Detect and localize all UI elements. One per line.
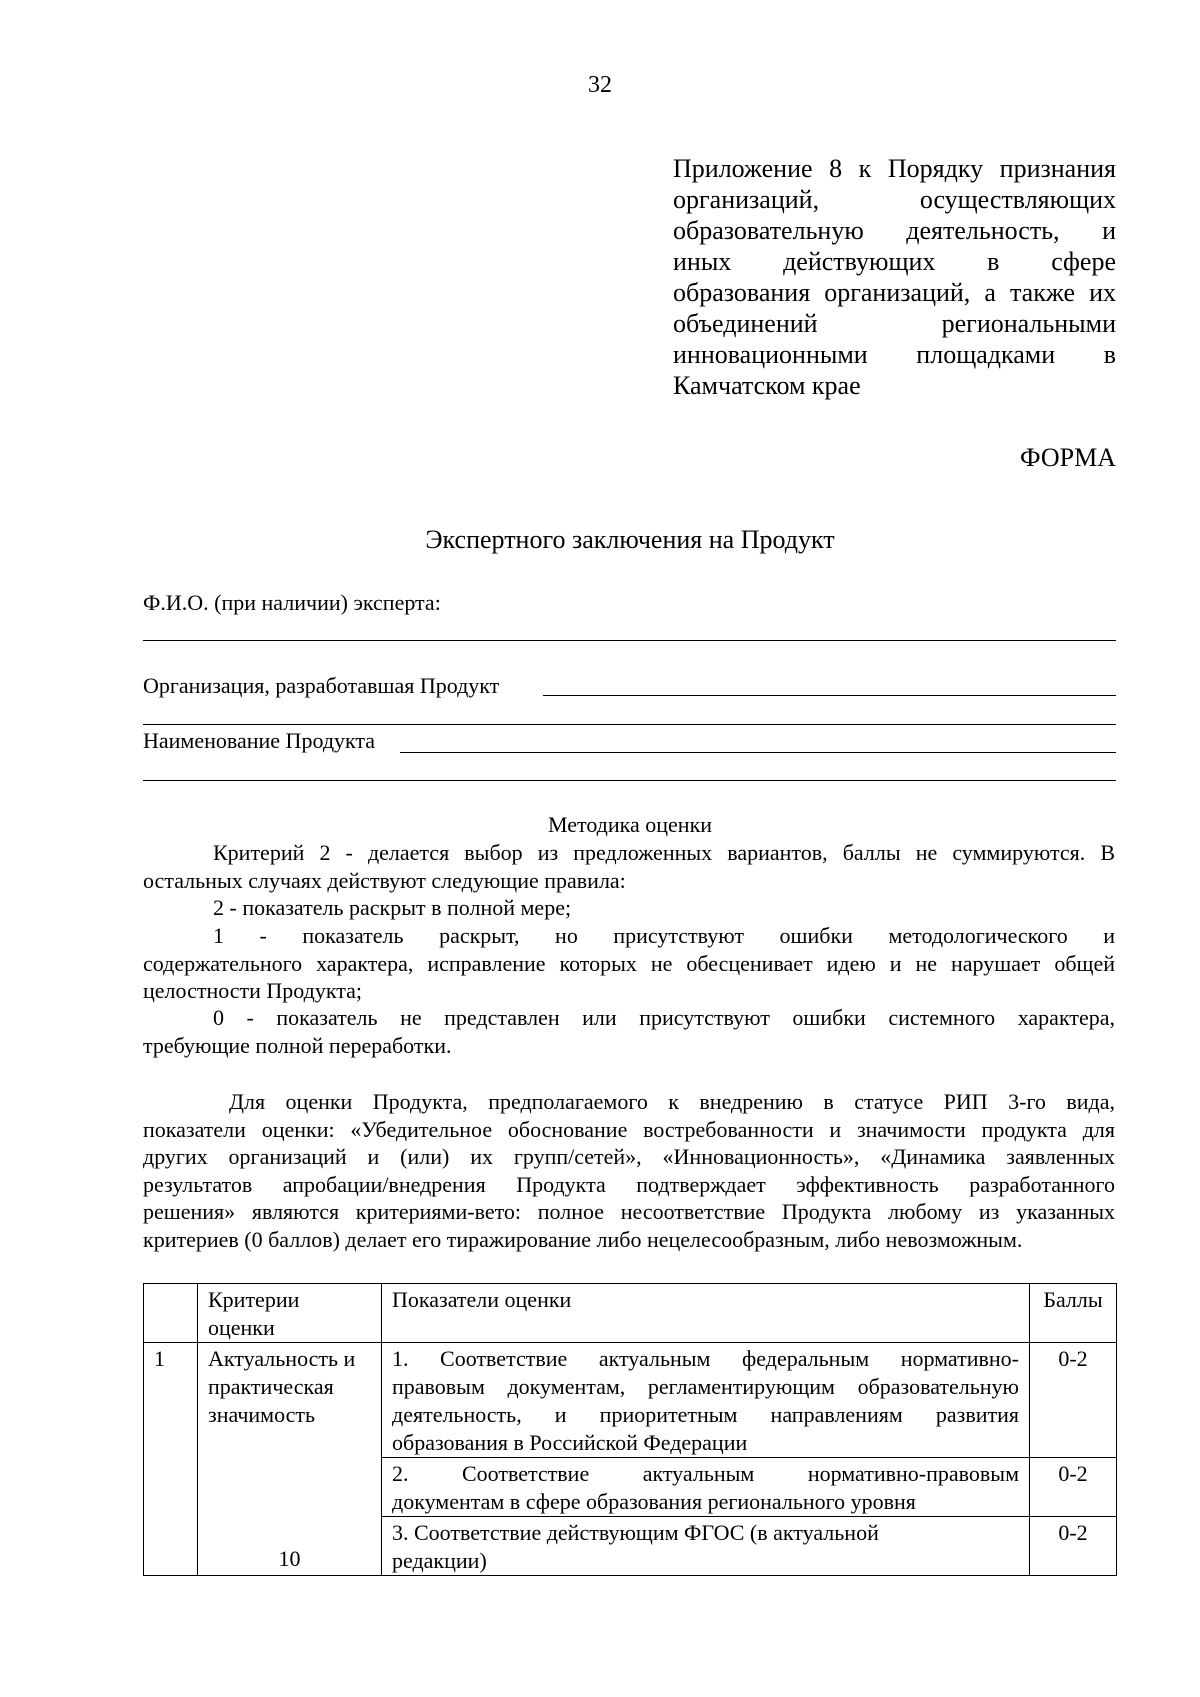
method-paragraph-1 [143,839,1115,894]
product-name-field-line2[interactable] [143,780,1116,781]
appendix-line: организаций, осуществляющих [673,185,1116,214]
appendix-line: образовательную деятельность, и [673,216,1116,245]
table-row [144,1343,1117,1458]
text-line: других организаций и (или) их групп/сетей», «Инновационность», «Динамика заявленных [143,1144,1115,1169]
method-paragraph-4 [143,1004,1115,1059]
text-line: критериев (0 баллов) делает его тиражирование либо нецелесообразным, либо невозможным. [143,1226,1023,1252]
indicator-line: образования в Российской Федерации [392,1430,748,1455]
header-criteria: Критерии оценки [198,1284,382,1343]
indicator-line: документам в сфере образования регионального уровня [392,1489,916,1514]
text-line: результатов апробации/внедрения Продукта подтверждает эффективность разработанного [143,1171,1115,1197]
product-name-label: Наименование Продукта [143,728,376,753]
header-num [144,1284,198,1343]
expert-name-label: Ф.И.О. (при наличии) эксперта: [143,590,441,615]
indicator-line: деятельность, и приоритетным направлениям развития [392,1402,1019,1427]
indicator-line: 3. Соответствие действующим ФГОС (в актуальной [392,1520,879,1545]
document-title: Экспертного заключения на Продукт [425,525,835,554]
points-cell: 0-2 [1030,1343,1117,1458]
text-line: содержательного характера, исправление которых не обесценивает идею и не нарушает общей [143,950,1115,976]
appendix-line: объединений региональными [673,309,1116,338]
row-number: 1 [144,1343,198,1576]
method-title: Методика оценки [547,812,713,837]
text-line: 2 - показатель раскрыт в полной мере; [213,895,572,920]
method-paragraph-2 [143,894,1115,922]
method-paragraph-3 [143,922,1115,1005]
criterion-max-points: 10 [278,1546,301,1571]
indicator-cell [382,1343,1030,1458]
appendix-line: иных действующих в сфере [673,247,1116,276]
criterion-name: Актуальность и практическая значимость [208,1346,356,1427]
organization-field-line2[interactable] [143,724,1116,725]
indicator-line: 1. Соответствие актуальным федеральным нормативно- [392,1346,1019,1371]
product-name-field[interactable] [400,752,1116,753]
text-line: показатели оценки: «Убедительное обоснование востребованности и значимости продукта для [143,1116,1115,1142]
indicator-line: редакции) [392,1548,487,1573]
header-points: Баллы [1030,1284,1117,1343]
appendix-header [673,153,1116,401]
points-cell: 0-2 [1030,1458,1117,1517]
table-header-row [144,1284,1117,1343]
criteria-table [143,1283,1117,1576]
appendix-line: инновационными площадками в [673,340,1116,369]
points-cell: 0-2 [1030,1517,1117,1576]
page-number: 32 [588,72,612,98]
organization-label: Организация, разработавшая Продукт [143,673,500,698]
appendix-line: образования организаций, а также их [673,278,1116,307]
text-line: остальных случаях действуют следующие правила: [143,867,626,893]
indicator-cell [382,1517,1030,1576]
appendix-line: Приложение 8 к Порядку признания [673,154,1116,183]
indicator-line: 2. Соответствие актуальным нормативно-правовым [392,1461,1019,1486]
text-line: Критерий 2 - делается выбор из предложенных вариантов, баллы не суммируются. В [213,840,1115,865]
text-line: целостности Продукта; [143,978,363,1003]
organization-field[interactable] [543,695,1116,696]
header-indicators: Показатели оценки [382,1284,1030,1343]
indicator-line: правовым документам, регламентирующим образовательную [392,1374,1019,1399]
form-label: ФОРМА [1020,443,1116,472]
text-line: решения» являются критериями-вето: полное несоответствие Продукта любому из указанных [143,1199,1115,1224]
text-line: 1 - показатель раскрыт, но присутствуют ошибки методологического и [213,923,1115,948]
text-line: требующие полной переработки. [143,1032,452,1058]
criterion-cell [198,1343,382,1576]
expert-name-field[interactable] [143,640,1116,641]
text-line: 0 - показатель не представлен или присутствуют ошибки системного характера, [213,1005,1115,1030]
text-line: Для оценки Продукта, предполагаемого к внедрению в статусе РИП 3-го вида, [229,1089,1115,1114]
indicator-cell [382,1458,1030,1517]
appendix-line: Камчатском крае [673,371,861,400]
method-paragraph-5 [143,1088,1115,1253]
